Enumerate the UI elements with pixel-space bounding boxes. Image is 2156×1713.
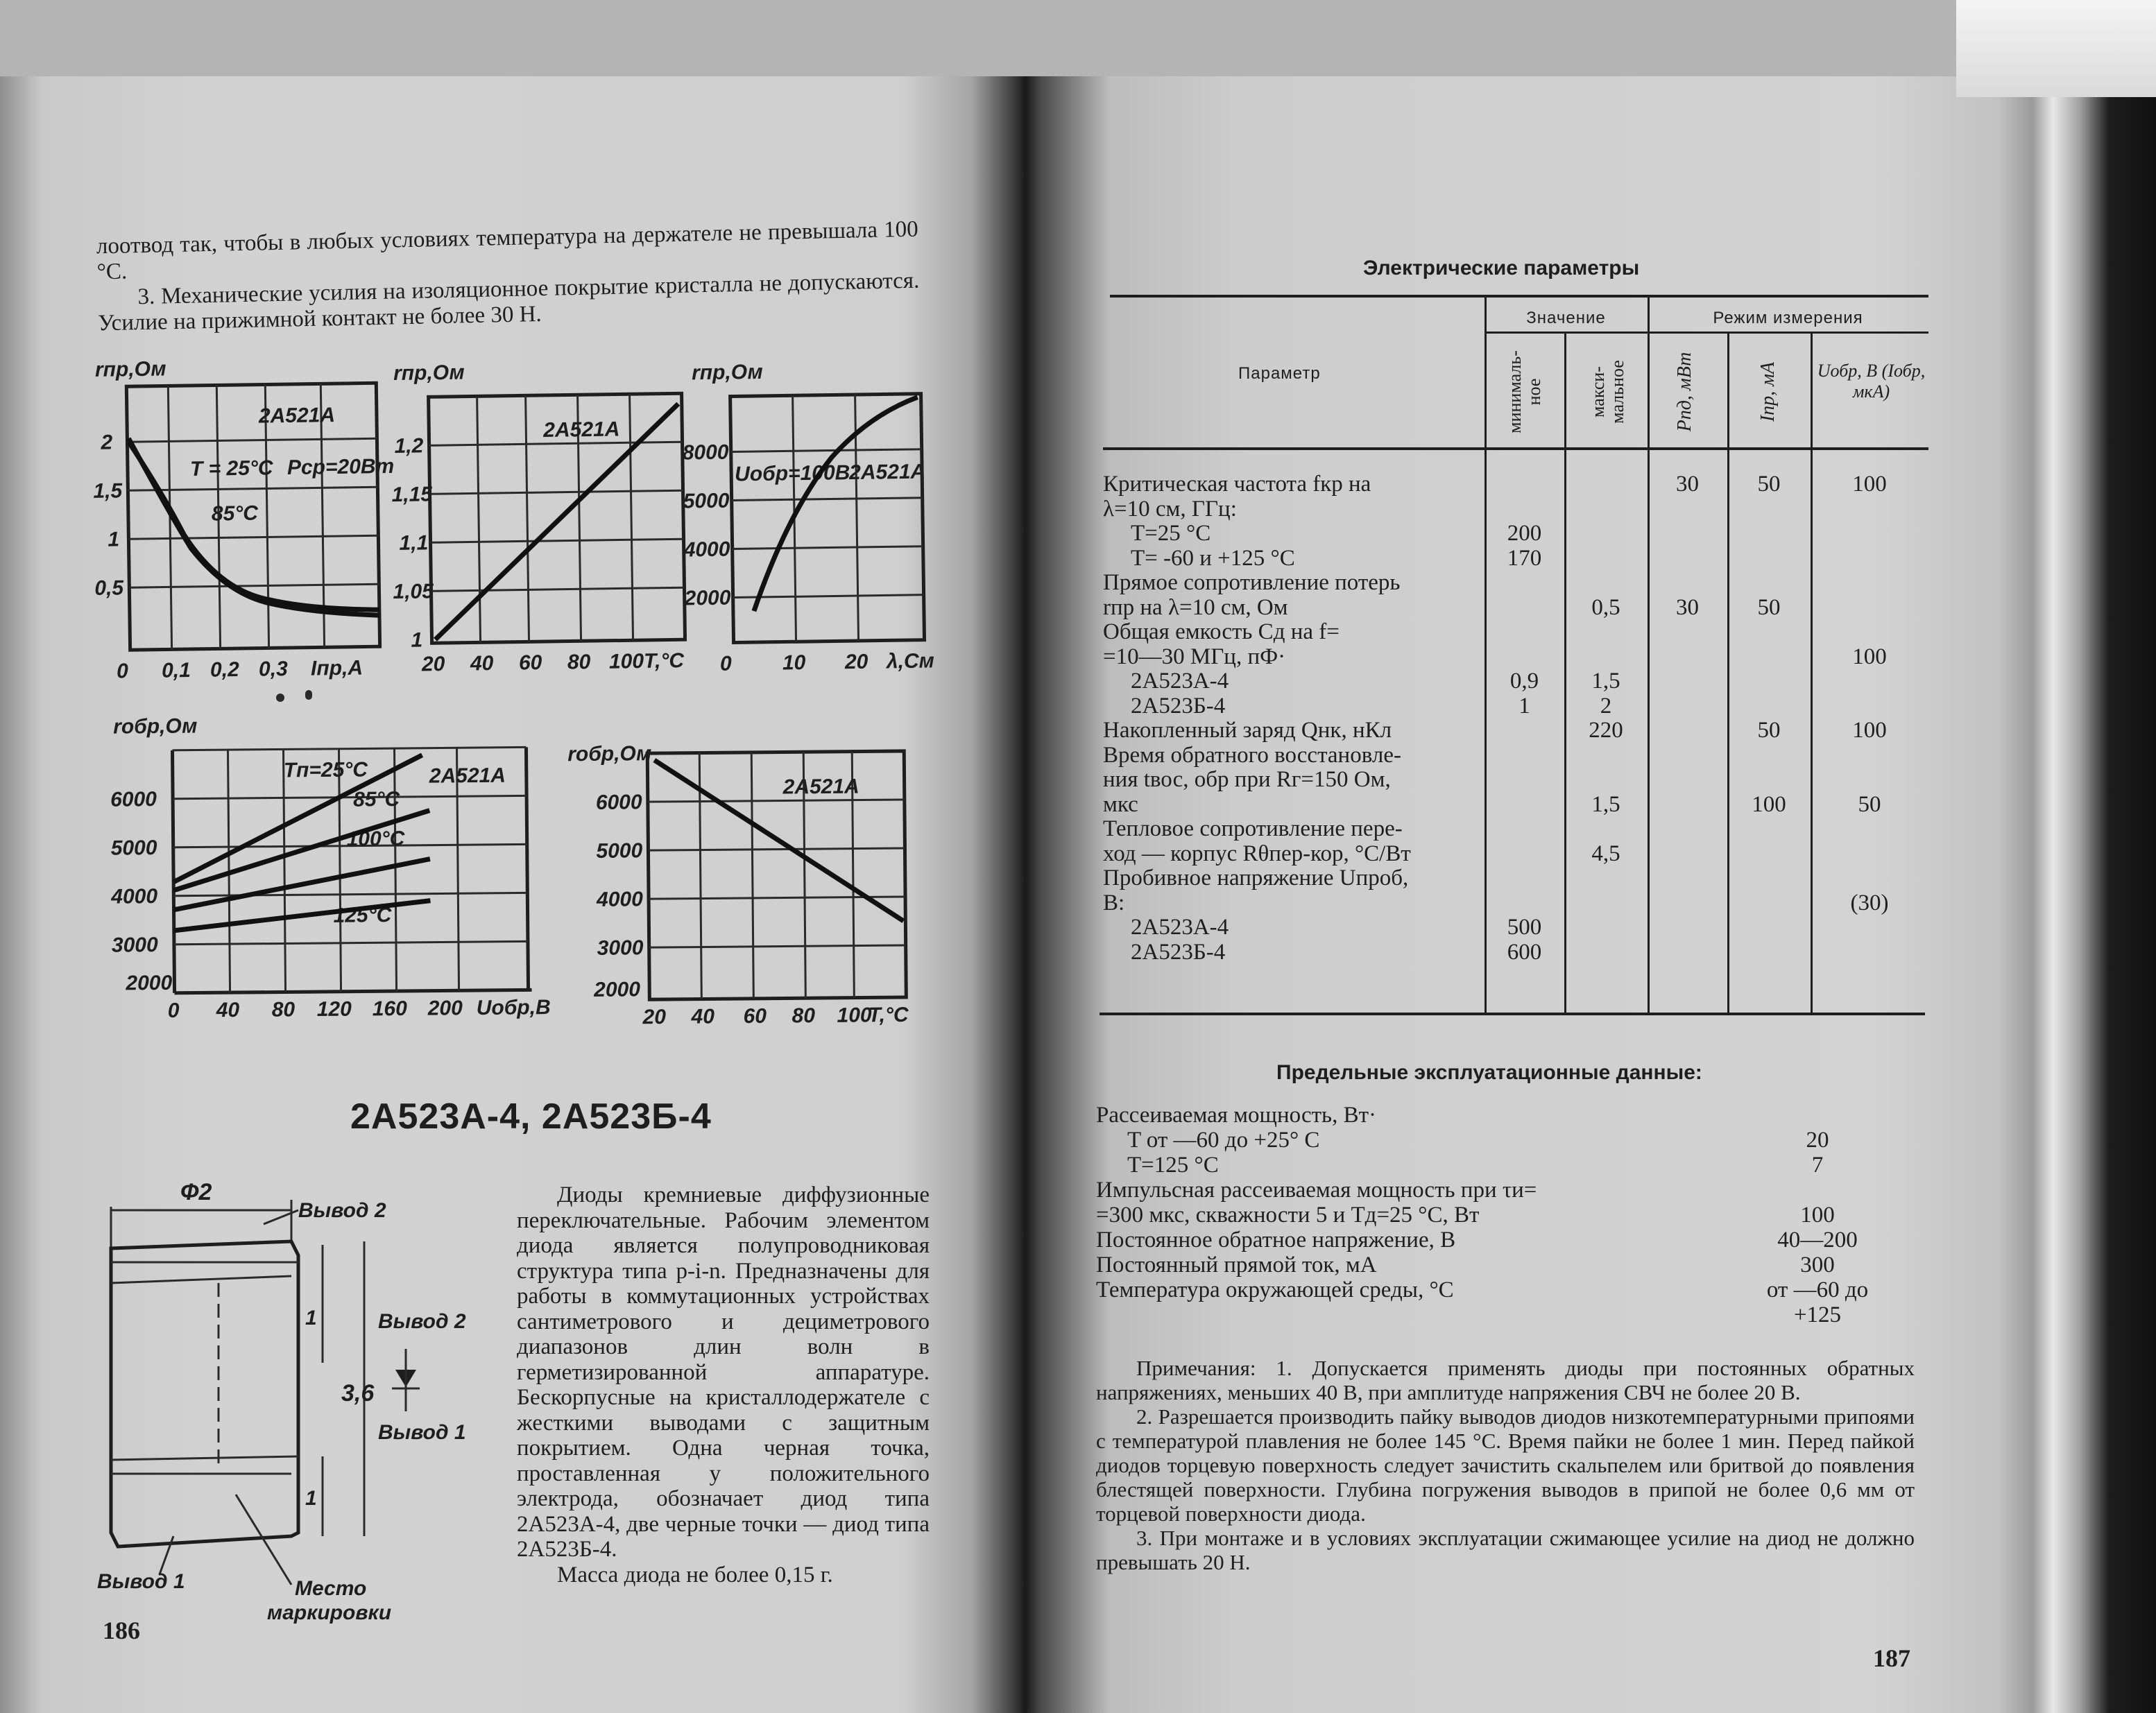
g3-model: 2А521А xyxy=(848,460,926,485)
drawing-out1-side: Вывод 1 xyxy=(378,1421,466,1444)
g4-ytick-2: 5000 xyxy=(110,836,157,860)
cell-min: 170 xyxy=(1507,545,1542,571)
diode-heading: 2А523А-4, 2А523Б-4 xyxy=(350,1096,712,1137)
g2-ytick-2: 1,15 xyxy=(391,483,433,507)
graph-rpr-vs-lambda xyxy=(681,352,935,678)
limit-value: 40—200 xyxy=(1777,1228,1858,1253)
graph-robr-vs-uobr xyxy=(103,705,551,1031)
row-param: =10—30 МГц, пФ· xyxy=(1103,644,1286,669)
g4-ytick-4: 3000 xyxy=(111,933,158,957)
row-param: 2А523А-4 xyxy=(1131,669,1229,694)
cell-u: 100 xyxy=(1852,718,1887,743)
table-header-rule xyxy=(1103,447,1928,450)
cell-i: 100 xyxy=(1752,791,1786,817)
g2-xtick-1: 20 xyxy=(421,653,445,676)
g2-ytick-5: 1 xyxy=(411,628,423,652)
header-u: Uобр, В (Iобр, мкА) xyxy=(1817,361,1926,402)
cell-max: 1,5 xyxy=(1591,669,1620,694)
header-mode: Режим измерения xyxy=(1713,309,1863,327)
cell-u: 50 xyxy=(1858,791,1881,817)
g2-ytick-4: 1,05 xyxy=(393,580,434,604)
table-bottom-rule xyxy=(1100,1013,1925,1015)
g5-xtick-5: 100 xyxy=(837,1004,872,1027)
row-param: rпр на λ=10 см, Ом xyxy=(1103,594,1288,620)
g2-ytick-1: 1,2 xyxy=(394,434,424,458)
g4-ytick-1: 6000 xyxy=(110,788,157,811)
g4-curve-85-label: 85°С xyxy=(352,787,400,811)
limit-value: 300 xyxy=(1800,1253,1835,1277)
graph-rpr-vs-ipr xyxy=(85,352,395,685)
cell-min: 500 xyxy=(1507,915,1542,940)
description-text: Диоды кремниевые диффузионные переключательные. Рабочим элементом диода является полупроводниковая структура типа p-i-n. Предназначены для работы в коммутационных устройствах сантиметрового и дециметрового диапазонов длин волн в герметизированной аппаратуре. Бескорпусные на кристаллодержателе с жесткими выводами с защитным покрытием. Одна черная точка, проставленная у положительного электрода, обозначает диод типа 2А523А-4, две черные точки — диод типа 2А523Б-4. xyxy=(517,1182,930,1562)
limit-label: T=125 °C xyxy=(1127,1153,1219,1178)
cell-max: 1,5 xyxy=(1591,791,1620,817)
diode-description xyxy=(517,1182,930,1587)
cell-min: 600 xyxy=(1507,939,1542,965)
row-param: 2А523Б-4 xyxy=(1131,939,1226,965)
table-title: Электрические параметры xyxy=(1363,257,1640,279)
g1-label-t: T = 25°C xyxy=(189,456,273,481)
g5-xtick-4: 80 xyxy=(792,1004,816,1028)
note-1: Примечания: 1. Допускается применять диоды при постоянных обратных напряжениях, меньших 40 В, при амплитуде напряжения СВЧ не более 20 В. xyxy=(1096,1356,1915,1404)
drawing-out2-side: Вывод 2 xyxy=(378,1310,466,1333)
g2-xtick-6: T,°C xyxy=(643,649,685,673)
row-param: мкс xyxy=(1103,791,1138,817)
g2-xtick-3: 60 xyxy=(518,651,542,675)
header-min: минималь-ное xyxy=(1505,350,1544,433)
g5-ytick-1: 6000 xyxy=(595,791,642,814)
cell-i: 50 xyxy=(1757,718,1781,743)
g4-xtick-5: 160 xyxy=(372,997,407,1021)
limit-label: Постоянный прямой ток, мА xyxy=(1096,1253,1377,1277)
g4-line-85 xyxy=(173,811,430,890)
table-col-sep xyxy=(1648,295,1650,1013)
g5-xtick-3: 60 xyxy=(743,1004,767,1028)
ink-dots xyxy=(276,694,284,702)
drawing-out2-top: Вывод 2 xyxy=(298,1199,386,1222)
g5-xtick-1: 20 xyxy=(642,1005,667,1029)
table-col-sep xyxy=(1485,295,1487,1013)
g3-ytick-2: 5000 xyxy=(683,489,730,513)
g4-xtick-3: 80 xyxy=(271,998,296,1022)
drawing-dim1-bot: 1 xyxy=(305,1487,317,1510)
diode-drawing xyxy=(97,1172,486,1626)
drawing-mark-1: Место xyxy=(295,1577,367,1600)
limit-value: 100 xyxy=(1800,1203,1835,1228)
g1-ytick-1: 2 xyxy=(101,431,113,454)
g2-xtick-4: 80 xyxy=(567,651,591,674)
cell-max: 0,5 xyxy=(1591,594,1620,620)
intro-text xyxy=(96,217,921,337)
drawing-length: 3,6 xyxy=(341,1380,375,1406)
row-param: Прямое сопротивление потерь xyxy=(1103,570,1401,595)
row-param: Критическая частота fкр на xyxy=(1103,472,1371,497)
cell-max: 4,5 xyxy=(1591,841,1620,866)
g4-line-125 xyxy=(173,901,430,931)
cell-min: 0,9 xyxy=(1509,669,1539,694)
limit-value: от —60 до xyxy=(1766,1277,1869,1302)
g3-ytick-1: 8000 xyxy=(682,440,729,465)
row-param: Пробивное напряжение Uпроб, xyxy=(1103,866,1409,890)
limit-value: +125 xyxy=(1793,1302,1842,1327)
g4-xtick-6: 200 xyxy=(427,997,463,1020)
g5-ytick-3: 4000 xyxy=(596,888,643,911)
ink-dots xyxy=(305,690,312,700)
row-param: 2А523Б-4 xyxy=(1131,693,1226,718)
limit-label: Постоянное обратное напряжение, В xyxy=(1096,1228,1456,1253)
cell-min: 200 xyxy=(1507,521,1542,546)
intro-line2: 3. Механические усилия на изоляционное покрытие кристалла не допускаются. Усилие на прижимной контакт не более 30 Н. xyxy=(97,268,920,336)
table-col-sep xyxy=(1727,332,1729,1013)
row-param: T=25 °C xyxy=(1131,521,1211,546)
g4-ytick-3: 4000 xyxy=(111,885,158,909)
drawing-out1-bottom: Вывод 1 xyxy=(97,1570,185,1593)
row-param: Тепловое сопротивление пере- xyxy=(1103,816,1403,841)
g4-ytick-5: 2000 xyxy=(126,971,173,995)
note-2: 2. Разрешается производить пайку выводов диодов низкотемпературными припоями с температурой плавления не более 145 °C. Время пайки не более 1 мин. Перед пайкой диодов торцевую поверхность следует зачистить скальпелем или бритвой до появления блестящей поверхности. Глубина погружения выводов в припой не более 0,6 мм от торцевой поверхности диода. xyxy=(1096,1404,1915,1526)
g3-xtick-2: 10 xyxy=(782,651,806,675)
g4-xtick-7: Uобр,В xyxy=(476,996,551,1020)
g2-ylabel: rпр,Ом xyxy=(393,361,465,386)
limit-label: Импульсная рассеиваемая мощность при τи= xyxy=(1096,1178,1537,1203)
row-param: В: xyxy=(1103,890,1125,915)
g5-xtick-2: 40 xyxy=(691,1005,715,1028)
g3-xtick-3: 20 xyxy=(844,650,869,674)
limit-label: =300 мкс, скважности 5 и Tд=25 °C, Вт xyxy=(1096,1203,1480,1228)
g3-label-u: Uобр=100В xyxy=(734,461,850,486)
row-param: T= -60 и +125 °C xyxy=(1131,545,1295,571)
cell-max: 2 xyxy=(1600,693,1612,718)
g1-model: 2А521А xyxy=(258,404,336,428)
g4-xtick-4: 120 xyxy=(316,997,352,1022)
g1-ytick-3: 1 xyxy=(108,528,120,551)
limit-label: T от —60 до +25° C xyxy=(1127,1128,1320,1153)
row-param: Накопленный заряд Qнк, нКл xyxy=(1103,718,1392,743)
header-param: Параметр xyxy=(1238,364,1321,383)
header-p: Pпд, мВт xyxy=(1674,352,1695,432)
graph-rpr-vs-temp xyxy=(393,352,696,678)
cell-p: 30 xyxy=(1676,594,1699,620)
limit-value: 7 xyxy=(1811,1153,1824,1178)
g3-ylabel: rпр,Ом xyxy=(691,360,763,385)
intro-line1: лоотвод так, чтобы в любых условиях температура на держателе не превышала 100 °C. xyxy=(96,216,919,285)
row-param: Общая емкость Cд на f= xyxy=(1103,619,1340,644)
g5-xtick-6: T,°C xyxy=(868,1003,909,1027)
drawing-dim1-top: 1 xyxy=(305,1307,317,1329)
g2-ytick-3: 1,1 xyxy=(399,531,429,555)
graph-robr-vs-temp xyxy=(567,737,917,1049)
g3-xtick-1: 0 xyxy=(719,652,732,675)
limit-label: Температура окружающей среды, °C xyxy=(1096,1277,1454,1302)
g1-label-85: 85°С xyxy=(211,501,259,526)
g1-xtick-1: 0 xyxy=(116,660,128,683)
notes xyxy=(1096,1356,1915,1574)
g4-line-100 xyxy=(173,859,431,910)
page-number-right: 187 xyxy=(1873,1644,1910,1672)
drawing-mark-2: маркировки xyxy=(267,1601,392,1624)
row-param: Время обратного восстановле- xyxy=(1103,742,1401,768)
g3-xtick-4: λ,См xyxy=(886,649,935,673)
page-number-left: 186 xyxy=(103,1617,140,1644)
g1-xtick-3: 0,2 xyxy=(209,658,239,682)
g3-ytick-3: 4000 xyxy=(683,537,730,562)
row-param: ния tвос, обр при Rг=150 Ом, xyxy=(1103,767,1391,792)
table-top-rule xyxy=(1110,295,1928,298)
g1-xtick-2: 0,1 xyxy=(161,659,191,682)
g2-model: 2А521А xyxy=(543,418,620,442)
mass-text: Масса диода не более 0,15 г. xyxy=(557,1562,833,1587)
g4-curve-100-label: 100°С xyxy=(346,827,405,851)
row-param: λ=10 см, ГГц: xyxy=(1103,496,1237,522)
g1-ytick-4: 0,5 xyxy=(94,576,124,600)
g1-label-p: Pср=20Вт xyxy=(286,454,395,480)
cell-p: 30 xyxy=(1676,472,1699,497)
table-group-rule xyxy=(1485,332,1928,334)
g2-xtick-2: 40 xyxy=(470,652,494,675)
g4-xtick-1: 0 xyxy=(167,999,180,1022)
g4-model: 2А521А xyxy=(429,764,506,788)
header-i: Iпр, мА xyxy=(1757,361,1779,422)
g4-ylabel: rобр,Ом xyxy=(113,714,198,739)
page-edge-glare xyxy=(1956,0,2156,97)
cell-u: 100 xyxy=(1852,472,1887,497)
header-value: Значение xyxy=(1526,309,1606,327)
g5-ytick-2: 5000 xyxy=(596,839,643,863)
row-param: ход — корпус Rθпер-кор, °C/Вт xyxy=(1103,841,1411,866)
cell-i: 50 xyxy=(1757,594,1781,620)
limit-value: 20 xyxy=(1806,1128,1829,1153)
cell-u: 100 xyxy=(1852,644,1887,669)
row-param: 2А523А-4 xyxy=(1131,915,1229,940)
drawing-diameter: Ф2 xyxy=(180,1179,212,1205)
limits-title: Предельные эксплуатационные данные: xyxy=(1276,1061,1702,1084)
cell-u: (30) xyxy=(1850,890,1889,915)
g4-curve-25-label: Tп=25°С xyxy=(283,758,368,782)
limit-label: Рассеиваемая мощность, Вт· xyxy=(1096,1103,1376,1128)
g5-model: 2А521А xyxy=(782,775,859,799)
g1-xtick-4: 0,3 xyxy=(258,657,288,681)
g1-ytick-2: 1,5 xyxy=(93,479,123,503)
g5-ytick-5: 2000 xyxy=(594,978,641,1001)
header-max: макси-мальное xyxy=(1588,360,1627,424)
g4-xtick-2: 40 xyxy=(216,999,240,1022)
g5-ytick-4: 3000 xyxy=(597,936,644,960)
g4-curve-125-label: 125°С xyxy=(333,904,392,927)
g1-xtick-5: Iпр,А xyxy=(310,656,363,680)
cell-min: 1 xyxy=(1518,693,1530,718)
note-3: 3. При монтаже и в условиях эксплуатации сжимающее усилие на диод не должно превышать 20 Н. xyxy=(1096,1526,1915,1574)
g1-ylabel: rпр,Ом xyxy=(94,357,166,381)
g2-xtick-5: 100 xyxy=(608,650,644,673)
g3-ytick-4: 2000 xyxy=(684,586,731,610)
cell-i: 50 xyxy=(1757,472,1781,497)
cell-max: 220 xyxy=(1589,718,1623,743)
g5-ylabel: rобр,Ом xyxy=(567,742,652,766)
g3-curve xyxy=(751,397,921,611)
